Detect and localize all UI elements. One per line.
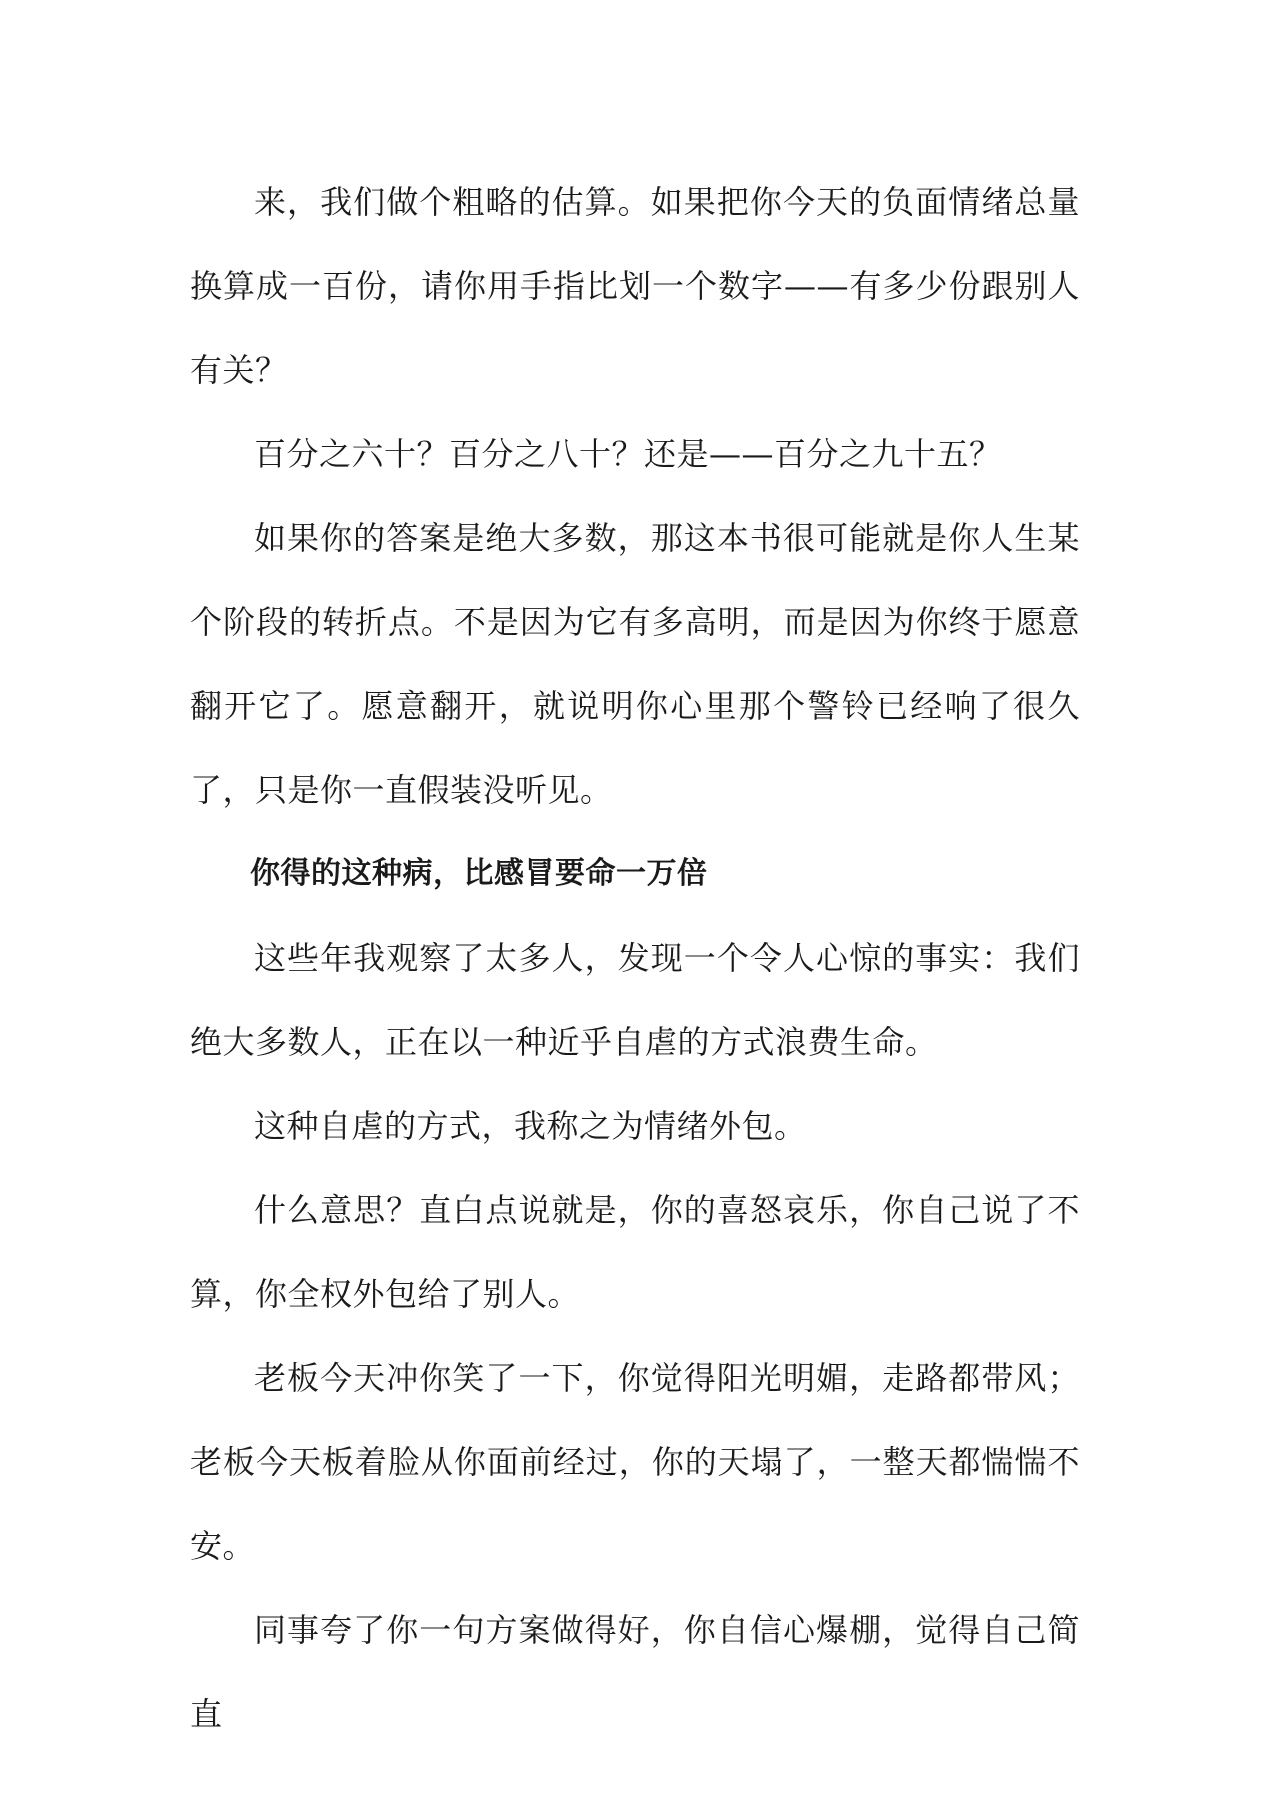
paragraph-percentages: 百分之六十？百分之八十？还是——百分之九十五？ <box>254 435 1002 473</box>
paragraph-colleague-example: 同事夸了你一句方案做得好，你自信心爆棚，觉得自己简直 <box>190 1611 1080 1733</box>
paragraph-emotion-outsourcing: 这种自虐的方式，我称之为情绪外包。 <box>254 1107 807 1145</box>
section-heading: 你得的这种病，比感冒要命一万倍 <box>250 856 708 891</box>
paragraph-boss-example: 老板今天冲你笑了一下，你觉得阳光明媚，走路都带风；老板今天板着脸从你面前经过，你的天塌了，一整天都惴惴不安。 <box>190 1359 1080 1565</box>
paragraph-observation: 这些年我观察了太多人，发现一个令人心惊的事实：我们绝大多数人，正在以一种近乎自虐的方式浪费生命。 <box>190 939 1080 1061</box>
paragraph-meaning: 什么意思？直白点说就是，你的喜怒哀乐，你自己说了不算，你全权外包给了别人。 <box>190 1191 1080 1313</box>
document-body <box>190 160 1080 1756</box>
paragraph-turning-point: 如果你的答案是绝大多数，那这本书很可能就是你人生某个阶段的转折点。不是因为它有多高明，而是因为你终于愿意翻开它了。愿意翻开，就说明你心里那个警铃已经响了很久了，只是你一直假装没听见。 <box>190 519 1080 809</box>
paragraph-estimate: 来，我们做个粗略的估算。如果把你今天的负面情绪总量换算成一百份，请你用手指比划一个数字——有多少份跟别人有关？ <box>190 183 1080 389</box>
